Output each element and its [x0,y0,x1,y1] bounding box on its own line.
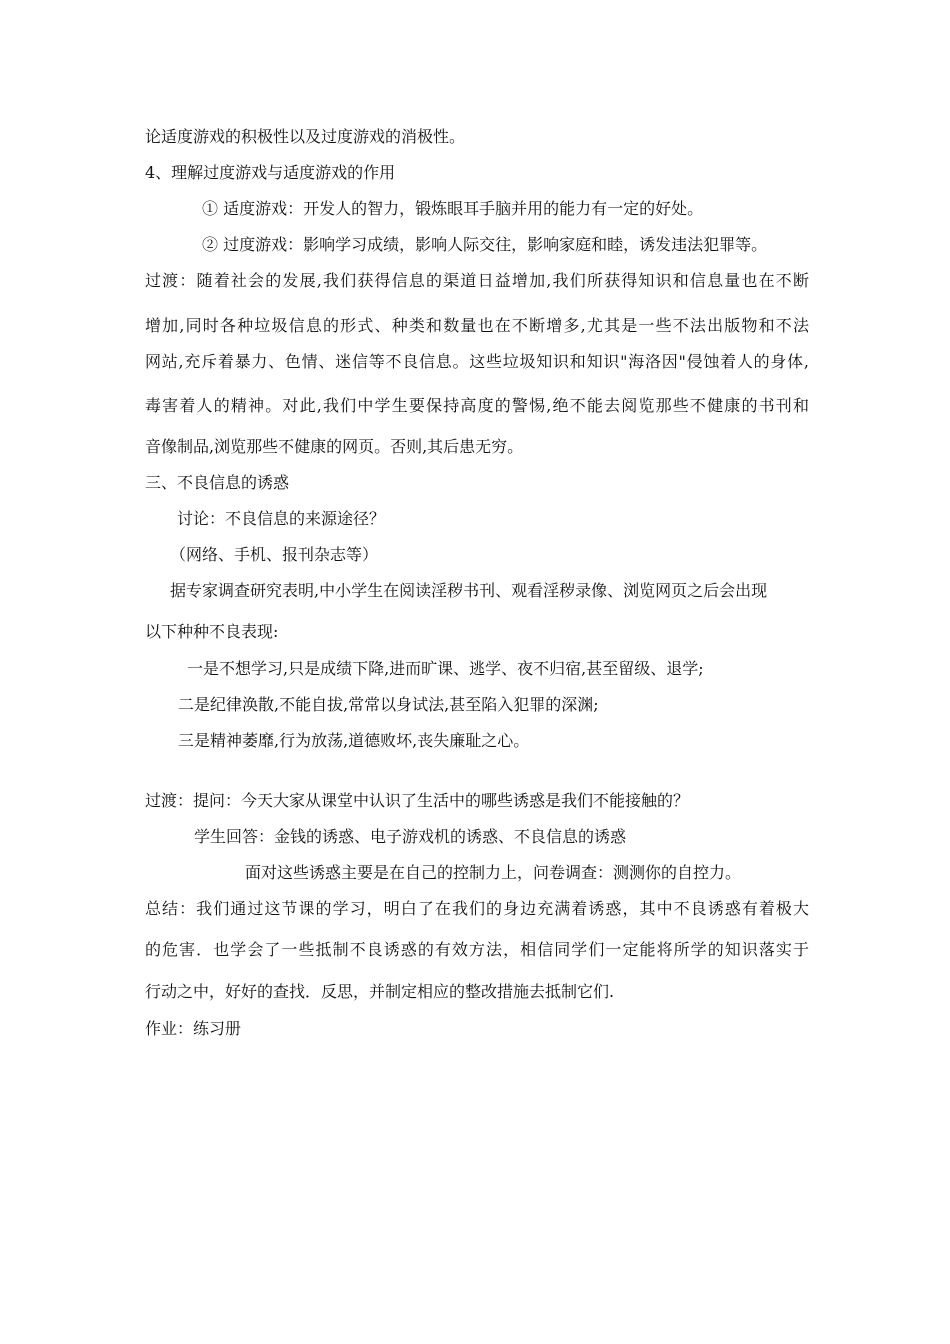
section-heading: 三、不良信息的诱惑 [145,473,290,492]
section-heading: 4、理解过度游戏与适度游戏的作用 [145,163,396,182]
paragraph-line: 增加,同时各种垃圾信息的形式、种类和数量也在不断增多,尤其是一些不法出版物和不法 [145,316,809,335]
paragraph-line: 过渡：随着社会的发展,我们获得信息的渠道日益增加,我们所获得知识和信息量也在不断 [145,271,809,290]
paragraph-line: 过渡：提问：今天大家从课堂中认识了生活中的哪些诱惑是我们不能接触的？ [145,791,690,810]
paragraph-line: 毒害着人的精神。对此,我们中学生要保持高度的警惕,绝不能去阅览那些不健康的书刊和 [145,396,809,415]
paragraph-line: （网络、手机、报刊杂志等） [170,545,379,564]
paragraph-line: 总结：我们通过这节课的学习，明白了在我们的身边充满着诱惑，其中不良诱惑有着极大 [145,899,809,918]
paragraph-line: 音像制品,浏览那些不健康的网页。否则,其后患无穷。 [145,437,524,456]
paragraph-line: 讨论：不良信息的来源途径？ [177,509,386,528]
paragraph-line: 以下种种不良表现: [145,622,279,641]
list-item: ① 适度游戏：开发人的智力，锻炼眼耳手脑并用的能力有一定的好处。 [202,199,704,218]
paragraph-line: 论适度游戏的积极性以及过度游戏的消极性。 [145,127,466,146]
list-item: 二是纪律涣散,不能自拔,常常以身试法,甚至陷入犯罪的深渊; [178,695,599,714]
paragraph-line: 行动之中，好好的查找．反思，并制定相应的整改措施去抵制它们. [145,982,615,1001]
paragraph-line: 面对这些诱惑主要是在自己的控制力上，问卷调查：测测你的自控力。 [245,863,742,882]
paragraph-line: 据专家调查研究表明,中小学生在阅读淫秽书刊、观看淫秽录像、浏览网页之后会出现 [170,581,768,600]
list-item: ② 过度游戏：影响学习成绩，影响人际交往，影响家庭和睦，诱发违法犯罪等。 [202,235,768,254]
list-item: 一是不想学习,只是成绩下降,进而旷课、逃学、夜不归宿,甚至留级、退学; [187,659,704,678]
list-item: 三是精神萎靡,行为放荡,道德败坏,丧失廉耻之心。 [178,731,530,750]
paragraph-line: 作业：练习册 [145,1019,242,1038]
paragraph-line: 学生回答：金钱的诱惑、电子游戏机的诱惑、不良信息的诱惑 [194,827,627,846]
paragraph-line: 的危害．也学会了一些抵制不良诱惑的有效方法，相信同学们一定能将所学的知识落实于 [145,940,809,959]
paragraph-line: 网站,充斥着暴力、色情、迷信等不良信息。这些垃圾知识和知识"海洛因"侵蚀着人的身体, [145,352,809,371]
